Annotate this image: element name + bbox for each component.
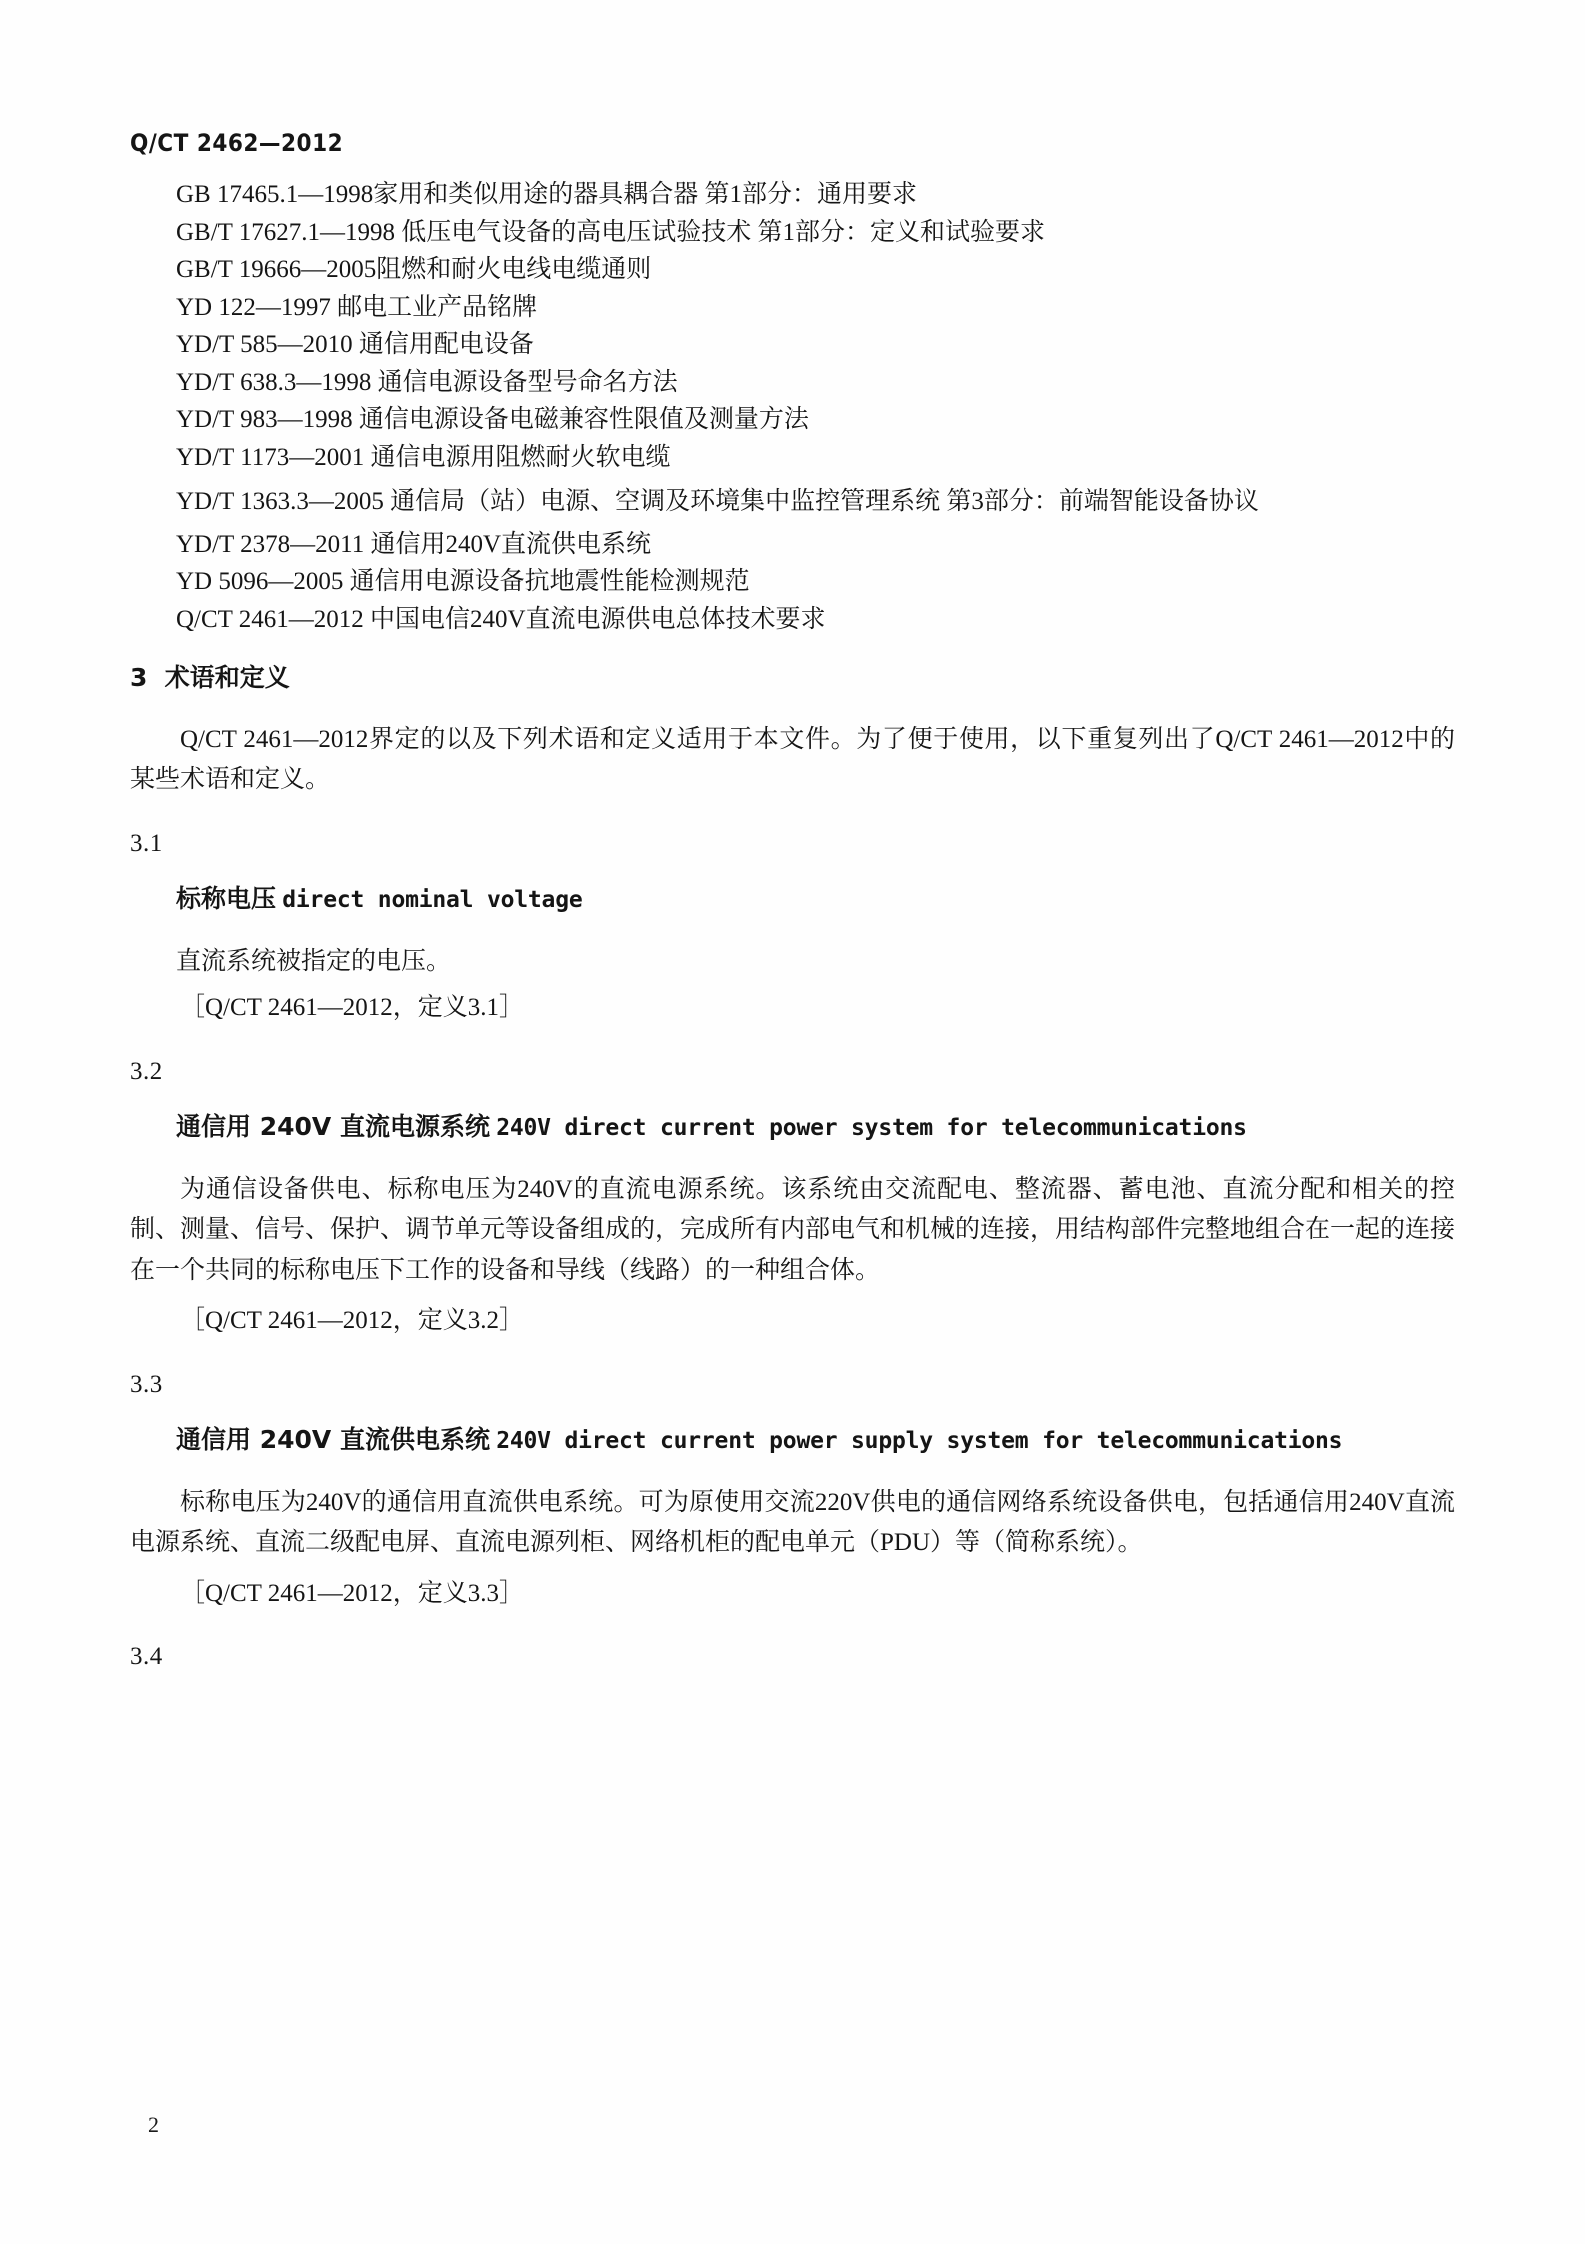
reference-item: Q/CT 2461—2012 中国电信240V直流电源供电总体技术要求 [176, 605, 826, 633]
section-intro-paragraph: Q/CT 2461—2012界定的以及下列术语和定义适用于本文件。为了便于使用，以下重复列出了Q/CT 2461—2012中的某些术语和定义。 [130, 725, 1455, 794]
reference-item: GB 17465.1—1998家用和类似用途的器具耦合器 第1部分：通用要求 [176, 181, 917, 209]
reference-item: GB/T 17627.1—1998 低压电气设备的高电压试验技术 第1部分：定义和试验要求 [176, 218, 1045, 246]
normative-reference-list [130, 182, 1455, 632]
reference-item: YD/T 638.3—1998 通信电源设备型号命名方法 [176, 368, 678, 396]
page-number: 2 [148, 2112, 159, 2137]
definition-text-3-1: 直流系统被指定的电压。 [176, 947, 452, 975]
reference-item: YD/T 983—1998 通信电源设备电磁兼容性限值及测量方法 [176, 406, 809, 434]
term-line-3-2 [176, 1111, 1455, 1141]
reference-item: YD/T 1173—2001 通信电源用阻燃耐火软电缆 [176, 443, 671, 471]
section-heading-terms-definitions: 3 术语和定义 [130, 662, 290, 692]
definition-text-3-2: 为通信设备供电、标称电压为240V的直流电源系统。该系统由交流配电、整流器、蓄电池、直流分配和相关的控制、测量、信号、保护、调节单元等设备组成的，完成所有内部电气和机械的连接，用结构部件完整地组合在一起的连接在一个共同的标称电压下工作的设备和导线（线路）的一种组合体。 [130, 1175, 1456, 1284]
term-chinese: 通信用 240V 直流电源系统 [176, 1111, 490, 1141]
reference-item: YD/T 2378—2011 通信用240V直流供电系统 [176, 530, 652, 558]
clause-number-3-2: 3.2 [130, 1057, 163, 1085]
reference-item: YD/T 1363.3—2005 通信局（站）电源、空调及环境集中监控管理系统 第3部分：前端智能设备协议 [176, 488, 1259, 516]
reference-item: YD 122—1997 邮电工业产品铭牌 [176, 293, 538, 321]
clause-number-3-3: 3.3 [130, 1370, 163, 1398]
term-english: direct nominal voltage [282, 886, 583, 913]
term-line-3-3 [176, 1424, 1455, 1454]
definition-text-3-3: 标称电压为240V的通信用直流供电系统。可为原使用交流220V供电的通信网络系统设备供电，包括通信用240V直流电源系统、直流二级配电屏、直流电源列柜、网络机柜的配电单元（PDU）等（简称系统）。 [130, 1488, 1455, 1557]
page-content [130, 130, 1455, 1699]
clause-number-3-4: 3.4 [130, 1643, 163, 1671]
running-head: Q/CT 2462—2012 [130, 129, 344, 157]
source-citation-3-2: ［Q/CT 2461—2012，定义3.2］ [180, 1307, 524, 1335]
term-chinese: 标称电压 [176, 883, 277, 913]
term-english: 240V direct current power supply system for telecommunications [496, 1427, 1343, 1454]
term-chinese: 通信用 240V 直流供电系统 [176, 1424, 490, 1454]
source-citation-3-1: ［Q/CT 2461—2012，定义3.1］ [180, 994, 524, 1022]
reference-item: GB/T 19666—2005阻燃和耐火电线电缆通则 [176, 256, 652, 284]
reference-item: YD/T 585—2010 通信用配电设备 [176, 331, 534, 359]
clause-number-3-1: 3.1 [130, 829, 163, 857]
term-line-3-1 [176, 883, 1455, 913]
term-english: 240V direct current power system for telecommunications [496, 1114, 1247, 1141]
source-citation-3-3: ［Q/CT 2461—2012，定义3.3］ [180, 1579, 524, 1607]
reference-item: YD 5096—2005 通信用电源设备抗地震性能检测规范 [176, 568, 750, 596]
